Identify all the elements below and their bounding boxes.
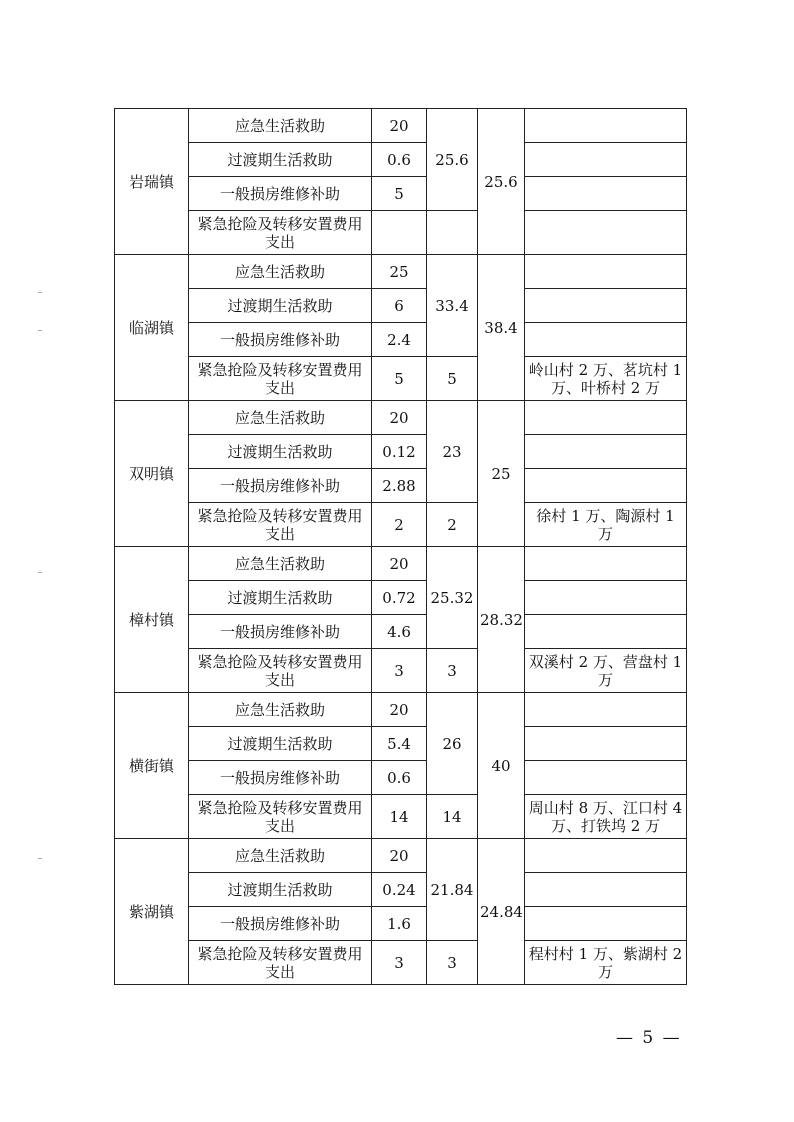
table-row	[115, 649, 687, 693]
item-label-cell: 应急生活救助	[189, 401, 372, 435]
subtotal-cell: 25.32	[427, 547, 478, 649]
item-label-cell: 应急生活救助	[189, 839, 372, 873]
item-label-cell: 紧急抢险及转移安置费用支出	[189, 941, 372, 985]
item-label-cell: 紧急抢险及转移安置费用支出	[189, 211, 372, 255]
town-name-cell: 紫湖镇	[115, 839, 189, 985]
subtotal-cell: 23	[427, 401, 478, 503]
note-cell	[525, 401, 687, 435]
item-label-cell: 应急生活救助	[189, 255, 372, 289]
note-cell	[525, 761, 687, 795]
table-row	[115, 143, 687, 177]
table-row	[115, 547, 687, 581]
note-cell	[525, 615, 687, 649]
item-label-cell: 过渡期生活救助	[189, 435, 372, 469]
table-row	[115, 761, 687, 795]
table-row	[115, 941, 687, 985]
item-label-cell: 应急生活救助	[189, 693, 372, 727]
note-cell	[525, 255, 687, 289]
note-cell: 双溪村 2 万、营盘村 1 万	[525, 649, 687, 693]
town-name-cell: 岩瑞镇	[115, 109, 189, 255]
item-label-cell: 过渡期生活救助	[189, 581, 372, 615]
note-cell: 周山村 8 万、江口村 4 万、打铁坞 2 万	[525, 795, 687, 839]
item-label-cell: 紧急抢险及转移安置费用支出	[189, 795, 372, 839]
table-row	[115, 289, 687, 323]
table-row	[115, 503, 687, 547]
item-amount-cell: 2.88	[372, 469, 427, 503]
subtotal-cell: 25.6	[427, 109, 478, 211]
item-label-cell: 一般损房维修补助	[189, 177, 372, 211]
item-label-cell: 紧急抢险及转移安置费用支出	[189, 357, 372, 401]
total-cell: 25.6	[478, 109, 525, 255]
item-amount-cell	[372, 211, 427, 255]
table-row	[115, 401, 687, 435]
table-row	[115, 357, 687, 401]
total-cell: 25	[478, 401, 525, 547]
item-amount-cell: 0.6	[372, 761, 427, 795]
margin-mark	[38, 330, 42, 331]
note-cell	[525, 581, 687, 615]
table-row	[115, 907, 687, 941]
subtotal-cell: 21.84	[427, 839, 478, 941]
item-amount-cell: 20	[372, 109, 427, 143]
item-label-cell: 过渡期生活救助	[189, 289, 372, 323]
item-label-cell: 一般损房维修补助	[189, 615, 372, 649]
emergency-subtotal-cell: 2	[427, 503, 478, 547]
note-cell	[525, 469, 687, 503]
item-label-cell: 过渡期生活救助	[189, 727, 372, 761]
item-amount-cell: 3	[372, 941, 427, 985]
item-label-cell: 一般损房维修补助	[189, 469, 372, 503]
emergency-subtotal-cell: 5	[427, 357, 478, 401]
item-amount-cell: 0.12	[372, 435, 427, 469]
item-amount-cell: 25	[372, 255, 427, 289]
total-cell: 38.4	[478, 255, 525, 401]
item-amount-cell: 1.6	[372, 907, 427, 941]
item-amount-cell: 2.4	[372, 323, 427, 357]
item-amount-cell: 20	[372, 693, 427, 727]
note-cell	[525, 289, 687, 323]
note-cell	[525, 177, 687, 211]
item-amount-cell: 5	[372, 177, 427, 211]
margin-mark	[38, 572, 42, 573]
item-amount-cell: 5	[372, 357, 427, 401]
table-body	[115, 109, 687, 985]
table-row	[115, 873, 687, 907]
item-label-cell: 一般损房维修补助	[189, 761, 372, 795]
item-amount-cell: 3	[372, 649, 427, 693]
item-amount-cell: 20	[372, 401, 427, 435]
table-row	[115, 255, 687, 289]
note-cell	[525, 109, 687, 143]
item-amount-cell: 0.72	[372, 581, 427, 615]
table-row	[115, 109, 687, 143]
note-cell: 徐村 1 万、陶源村 1 万	[525, 503, 687, 547]
item-amount-cell: 0.6	[372, 143, 427, 177]
item-label-cell: 过渡期生活救助	[189, 143, 372, 177]
note-cell	[525, 727, 687, 761]
item-amount-cell: 4.6	[372, 615, 427, 649]
town-name-cell: 双明镇	[115, 401, 189, 547]
note-cell	[525, 839, 687, 873]
item-label-cell: 紧急抢险及转移安置费用支出	[189, 649, 372, 693]
note-cell	[525, 435, 687, 469]
town-name-cell: 横街镇	[115, 693, 189, 839]
item-amount-cell: 2	[372, 503, 427, 547]
margin-mark	[38, 858, 42, 859]
note-cell: 程村村 1 万、紫湖村 2 万	[525, 941, 687, 985]
subtotal-cell: 26	[427, 693, 478, 795]
margin-mark	[38, 292, 42, 293]
note-cell	[525, 143, 687, 177]
subtotal-cell: 33.4	[427, 255, 478, 357]
item-amount-cell: 6	[372, 289, 427, 323]
town-name-cell: 樟村镇	[115, 547, 189, 693]
note-cell	[525, 323, 687, 357]
total-cell: 24.84	[478, 839, 525, 985]
item-label-cell: 应急生活救助	[189, 109, 372, 143]
table-row	[115, 177, 687, 211]
table-row	[115, 469, 687, 503]
item-amount-cell: 20	[372, 839, 427, 873]
table-row	[115, 435, 687, 469]
item-label-cell: 过渡期生活救助	[189, 873, 372, 907]
note-cell	[525, 547, 687, 581]
table-row	[115, 211, 687, 255]
note-cell	[525, 873, 687, 907]
item-label-cell: 紧急抢险及转移安置费用支出	[189, 503, 372, 547]
table-row	[115, 727, 687, 761]
table-row	[115, 839, 687, 873]
note-cell	[525, 693, 687, 727]
emergency-subtotal-cell	[427, 211, 478, 255]
table-row	[115, 615, 687, 649]
item-amount-cell: 20	[372, 547, 427, 581]
table-row	[115, 581, 687, 615]
total-cell: 28.32	[478, 547, 525, 693]
total-cell: 40	[478, 693, 525, 839]
emergency-subtotal-cell: 3	[427, 649, 478, 693]
table-row	[115, 323, 687, 357]
allocation-table	[114, 108, 687, 985]
emergency-subtotal-cell: 3	[427, 941, 478, 985]
table-row	[115, 693, 687, 727]
item-amount-cell: 14	[372, 795, 427, 839]
emergency-subtotal-cell: 14	[427, 795, 478, 839]
note-cell	[525, 211, 687, 255]
item-amount-cell: 5.4	[372, 727, 427, 761]
town-name-cell: 临湖镇	[115, 255, 189, 401]
item-amount-cell: 0.24	[372, 873, 427, 907]
item-label-cell: 应急生活救助	[189, 547, 372, 581]
item-label-cell: 一般损房维修补助	[189, 907, 372, 941]
item-label-cell: 一般损房维修补助	[189, 323, 372, 357]
note-cell	[525, 907, 687, 941]
table-row	[115, 795, 687, 839]
note-cell: 岭山村 2 万、茗坑村 1 万、叶桥村 2 万	[525, 357, 687, 401]
page-number: — 5 —	[616, 1028, 682, 1048]
